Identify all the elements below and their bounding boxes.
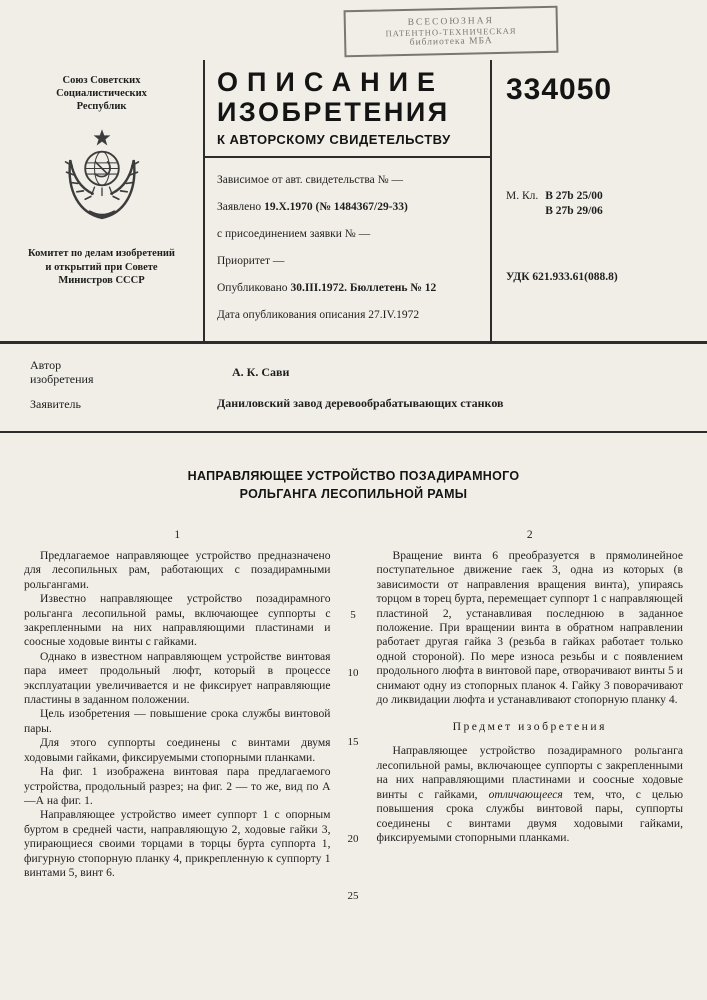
claim-post: тем, что, с целью повышения срока службы винтовой пары, суппорты соединены с винтами двумя ходовыми гайками, фиксируемыми стопорными планками.: [376, 787, 683, 844]
line-number: 10: [347, 667, 359, 679]
bib-published: [217, 282, 478, 294]
invention-heading: ИЗОБРЕТЕНИЯ: [217, 97, 450, 127]
left-column: [24, 529, 331, 880]
line-number: 20: [347, 833, 359, 845]
claim-italic: отличающееся: [488, 787, 563, 801]
paragraph: На фиг. 1 изображена винтовая пара предлагаемого устройства, продольный разрез; на фиг. 2 — то же, вид по А—А на фиг. 1.: [24, 765, 331, 807]
committee-name: Комитет по делам изобретений и открытий при Совете Министров СССР: [28, 248, 175, 286]
classification-block: [492, 60, 707, 341]
mkl-values: [545, 190, 603, 217]
bib-declared-value: 19.X.1970 (№ 1484367/29-33): [264, 201, 408, 213]
subject-heading: Предмет изобретения: [452, 720, 607, 734]
bib-priority: Приоритет —: [217, 255, 285, 267]
author-label: Автор изобретения: [30, 358, 94, 386]
column-number-2: 2: [526, 529, 533, 541]
stamp-line-2: ПАТЕНТНО-ТЕХНИЧЕСКАЯ: [385, 25, 517, 38]
stamp-line-3: библиотека МБА: [409, 35, 493, 48]
right-column: [377, 529, 684, 880]
paragraph: Однако в известном направляющем устройстве винтовая пара имеет продольный люфт, который в процессе эксплуатации увеличивается и не фиксирует направляющие пластины в заданном положении.: [24, 649, 331, 707]
mkl-label: М. Кл.: [506, 190, 539, 202]
line-number: 25: [347, 890, 359, 902]
authors-bottom-rule: [0, 431, 707, 433]
union-name: Союз Советских Социалистических Республик: [56, 75, 147, 112]
bib-declared: [217, 201, 478, 213]
bib-declared-label: Заявлено: [217, 201, 262, 213]
bib-dependent: Зависимое от авт. свидетельства № —: [217, 174, 404, 186]
mkl-class-2: В 27b 29/06: [545, 205, 603, 217]
paragraph: Цель изобретения — повышение срока службы винтовой пары.: [24, 707, 331, 735]
bib-published-label: Опубликовано: [217, 282, 288, 294]
udk-number: УДК 621.933.61(088.8): [506, 271, 618, 283]
applicant-row: [0, 396, 707, 411]
certificate-subtitle: К АВТОРСКОМУ СВИДЕТЕЛЬСТВУ: [217, 132, 451, 147]
paragraph: Направляющее устройство имеет суппорт 1 с опорным буртом в средней части, направляющую 2, ходовые гайки 3, упирающиеся своими торцами в торцы бурта суппорта 1, фигурную стопорную планку 4, прикрепленную к суппорту 1 винтами 5, винт 6.: [24, 808, 331, 879]
claim-pre: Направляющее устройство позадирамного рольганга лесопильной рамы, включающее суппорты с закрепленными на них направляющими пластинами и соосные ходовые винты с гайками,: [376, 744, 683, 801]
bib-published-value: 30.III.1972. Бюллетень № 12: [290, 282, 437, 294]
invention-title: НАПРАВЛЯЮЩЕЕ УСТРОЙСТВО ПОЗАДИРАМНОГО РОЛЬГАНГА ЛЕСОПИЛЬНОЙ РАМЫ: [187, 469, 520, 501]
mkl-classification: [506, 190, 707, 217]
applicant-label: Заявитель: [30, 396, 81, 411]
line-number: 5: [350, 609, 356, 621]
stamp-line-1: ВСЕСОЮЗНАЯ: [407, 15, 495, 28]
author-row: [0, 358, 707, 386]
issuing-authority-block: [0, 60, 203, 341]
library-stamp: [344, 6, 559, 57]
header-divider: [205, 156, 490, 158]
document-type-block: [203, 60, 492, 341]
claim-paragraph: [377, 744, 684, 845]
applicant-name: Даниловский завод деревообрабатывающих станков: [217, 396, 504, 410]
paragraph: Вращение винта 6 преобразуется в прямолинейное поступательное движение гаек 3, одна из которых (в зависимости от направления вращения винта), упираясь торцом в торец бурта, перемещает суппорт 1 с направляющей пластиной 2, устанавливая последнюю в заданное положение. При вращении винта в обратном направлении работает другая гайка 3 (резьба в гайках работает только одной стороной). По мере износа резьбы и с появлением продольного люфта в винтовой паре, отворачивают винты 5 и снимают одну из стопорных планок 4. Гайку 3 поворачивают до ликвидации люфта и устанавливают стопорную планку 4.: [376, 549, 683, 707]
document-header: [0, 60, 707, 341]
bib-joined: с присоединением заявки № —: [217, 228, 371, 240]
patent-number: 334050: [506, 73, 613, 106]
authors-section: [0, 344, 707, 431]
paragraph: Предлагаемое направляющее устройство предназначено для лесопильных рам, работающих с позадирамными рольгангами.: [24, 549, 331, 591]
description-heading: ОПИСАНИЕ: [217, 67, 445, 97]
body-text: [0, 529, 707, 902]
paragraph: Для этого суппорты соединены с винтами двумя ходовыми гайками, фиксируемыми стопорными планками.: [24, 736, 331, 764]
author-name: А. К. Сави: [232, 364, 290, 379]
bib-pub-date: Дата опубликования описания 27.IV.1972: [217, 309, 420, 321]
ussr-emblem-icon: [60, 125, 144, 225]
line-number: 15: [347, 736, 359, 748]
column-number-1: 1: [174, 529, 181, 541]
mkl-class-1: В 27b 25/00: [545, 190, 603, 202]
paragraph: Известно направляющее устройство позадирамного рольганга лесопильной рамы, включающее суппорты с закрепленными на них направляющими пластинами и соосные ходовые винты с гайками.: [24, 592, 331, 649]
